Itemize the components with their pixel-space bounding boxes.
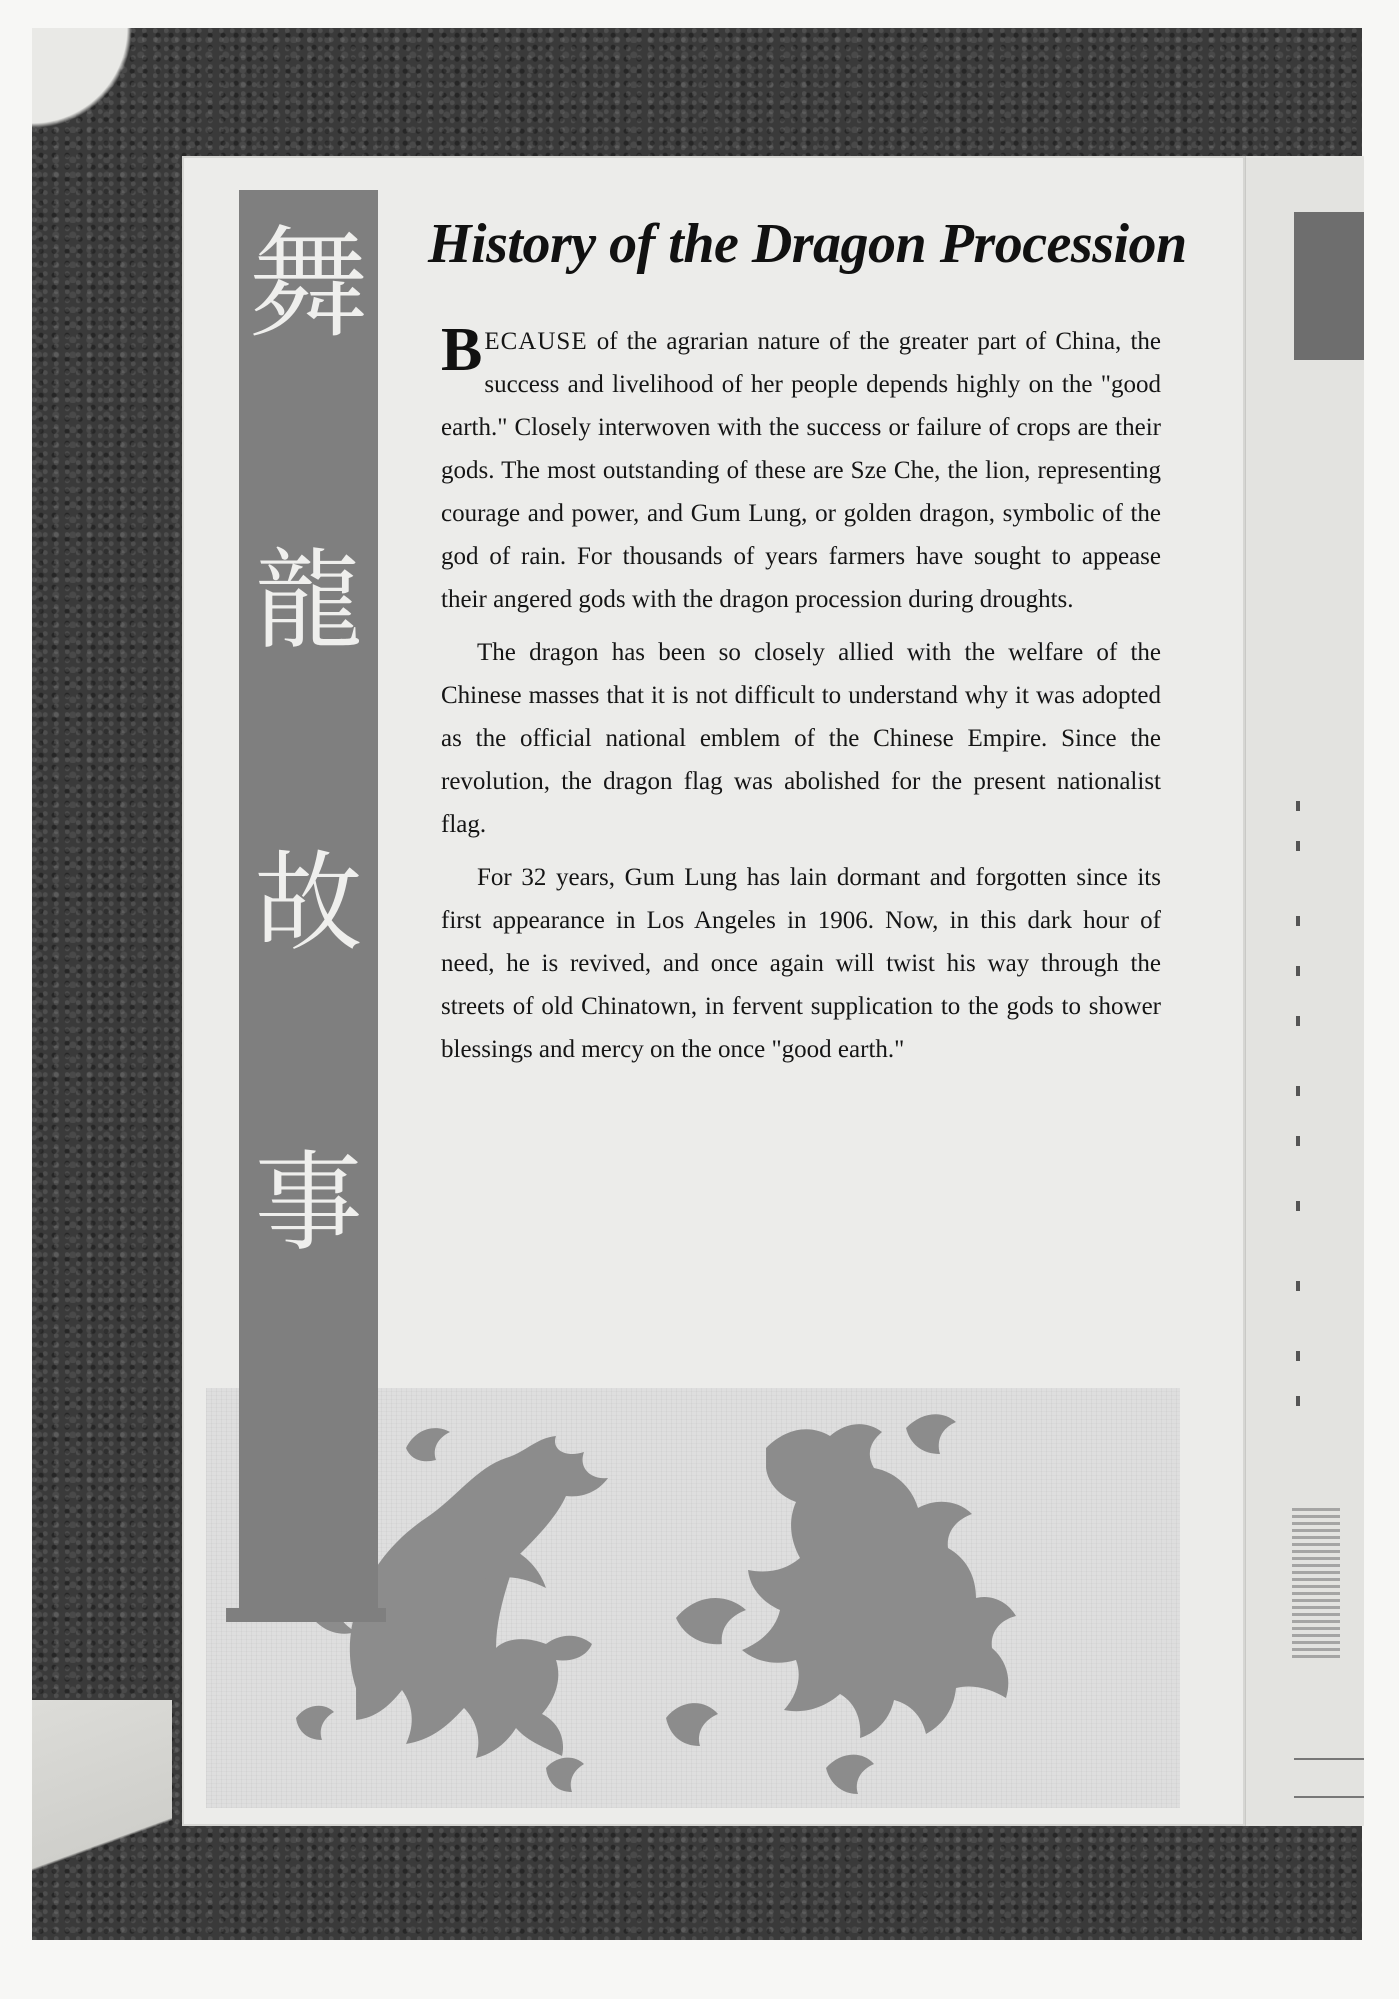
adjacent-page-text-fragment	[1296, 1281, 1300, 1291]
article-body	[441, 316, 1161, 1081]
banner-character: 龍	[254, 539, 363, 664]
adjacent-page-block	[1294, 212, 1364, 360]
adjacent-page-text-fragment	[1296, 1016, 1300, 1026]
background-light-corner	[32, 28, 142, 188]
adjacent-page-text-fragment	[1296, 1396, 1300, 1406]
right-dragon	[666, 1414, 1016, 1794]
page-title: History of the Dragon Procession	[428, 213, 1187, 275]
drop-cap: B	[441, 316, 483, 384]
banner-character: 故	[254, 841, 363, 966]
calligraphy-banner-base	[226, 1608, 386, 1622]
adjacent-page-text-fragment	[1296, 841, 1300, 851]
banner-character: 舞	[248, 216, 369, 355]
adjacent-page-text-fragment	[1296, 1201, 1300, 1211]
small-caps-lead: ECAUSE	[484, 328, 588, 355]
adjacent-page-rule	[1294, 1796, 1364, 1798]
adjacent-page-rule	[1294, 1758, 1364, 1760]
paragraph-text: of the agrarian nature of the greater part of China, the success and livelihood of her people depends highly on the "good earth." Closely interwoven with the success or failure of crops are their gods. The most outstanding of these are Sze Che, the lion, representing courage and power, and Gum Lung, or golden dragon, symbolic of the god of rain. For thousands of years farmers have sought to appease their angered gods with the dragon procession during droughts.	[441, 328, 1161, 613]
adjacent-page-text-fragment	[1296, 1086, 1300, 1096]
paragraph: The dragon has been so closely allied with the welfare of the Chinese masses that it is not difficult to understand why it was adopted as the official national emblem of the Chinese Empire. Since the revolution, the dragon flag was abolished for the present nationalist flag.	[441, 639, 1161, 838]
banner-character: 事	[254, 1141, 363, 1266]
adjacent-page	[1244, 156, 1364, 1826]
background-light-lower	[32, 1700, 172, 1930]
calligraphy-banner	[239, 190, 378, 1610]
adjacent-page-text-fragment	[1296, 801, 1300, 811]
paragraph: For 32 years, Gum Lung has lain dormant and forgotten since its first appearance in Los Angeles in 1906. Now, in this dark hour of need, he is revived, and once again will twist his way through the streets of old Chinatown, in fervent supplication to the gods to shower blessings and mercy on the once "good earth."	[441, 864, 1161, 1063]
paragraph	[441, 316, 1161, 621]
adjacent-page-text-fragment	[1296, 1136, 1300, 1146]
adjacent-page-illustration	[1292, 1508, 1340, 1658]
adjacent-page-text-fragment	[1296, 1351, 1300, 1361]
adjacent-page-text-fragment	[1296, 916, 1300, 926]
adjacent-page-text-fragment	[1296, 966, 1300, 976]
